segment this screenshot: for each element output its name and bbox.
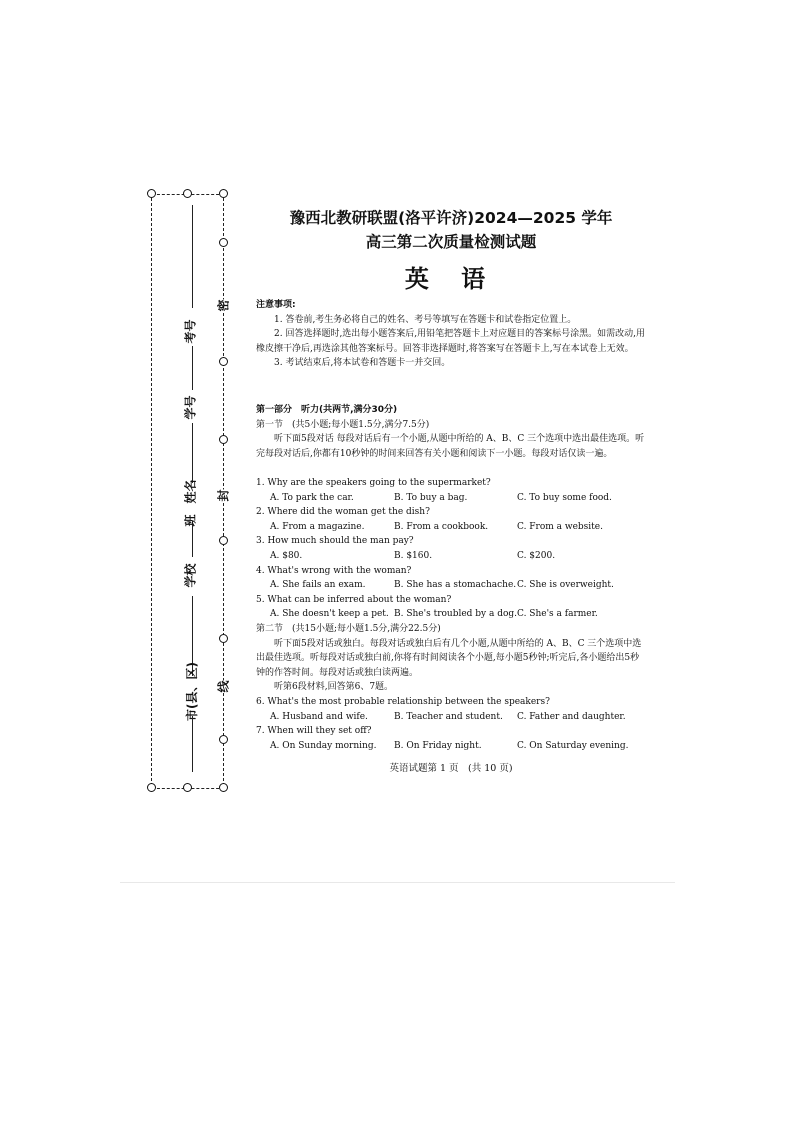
question-options	[256, 549, 646, 564]
seal-char-xian: 线	[214, 680, 233, 692]
option-c: C. She is overweight.	[517, 580, 614, 591]
question-options	[256, 710, 646, 725]
punch-hole-circle	[183, 189, 192, 198]
punch-hole-circle	[219, 189, 228, 198]
question-stem: 6. What's the most probable relationship between the speakers?	[256, 696, 550, 707]
option-a: A. She fails an exam.	[270, 580, 366, 591]
option-a: A. She doesn't keep a pet.	[270, 609, 389, 620]
notice-item-2: 2. 回答选择题时,选出每小题答案后,用铅笔把答题卡上对应题目的答案标号涂黑。如需改动,用橡皮擦干净后,再选涂其他答案标号。回答非选择题时,将答案写在答题卡上,写在本试卷上无效。	[256, 329, 646, 354]
option-a: A. On Sunday morning.	[270, 740, 377, 751]
question-stem: 4. What's wrong with the woman?	[256, 565, 412, 576]
question-stem: 3. How much should the man pay?	[256, 536, 414, 547]
option-c: C. From a website.	[517, 521, 603, 532]
punch-hole-circle	[219, 735, 228, 744]
kaohao-label: 考号	[183, 319, 198, 344]
material-6-note: 听第6段材料,回答第6、7题。	[274, 682, 394, 693]
punch-hole-circle	[219, 634, 228, 643]
option-c: C. $200.	[517, 550, 556, 561]
kaohao-fill-line	[192, 205, 193, 308]
question-stem: 1. Why are the speakers going to the supermarket?	[256, 478, 491, 488]
exam-title-line2: 高三第二次质量检测试题	[365, 233, 537, 251]
punch-hole-circle	[219, 357, 228, 366]
notice-item-3: 3. 考试结束后,将本试卷和答题卡一并交回。	[274, 358, 451, 369]
option-b: B. From a cookbook.	[394, 521, 489, 532]
section1-instructions: 听下面5段对话 每段对话后有一个小题,从题中所给的 A、B、C 三个选项中选出最佳选项。听完每段对话后,你都有10秒钟的时间来回答有关小题和阅读下一小题。每段对话仅读一遍。	[256, 434, 645, 459]
punch-hole-circle	[219, 536, 228, 545]
shi-label: 市(县、区)	[184, 662, 199, 721]
option-c: C. Father and daughter.	[517, 711, 626, 722]
question-stem: 7. When will they set off?	[256, 726, 372, 737]
section2-heading: 第二节 (共15小题;每小题1.5分,满分22.5分)	[256, 624, 441, 634]
question-options	[256, 607, 646, 622]
xuehao-label: 学号	[183, 395, 198, 420]
question-options	[256, 520, 646, 535]
questions-section1	[256, 476, 646, 622]
subject-title: 英 语	[404, 265, 498, 293]
section2-instructions: 听下面5段对话或独白。每段对话或独白后有几个小题,从题中所给的 A、B、C 三个选项中选出最佳选项。听每段对话或独白前,你将有时间阅读各个小题,每小题5秒钟;听完后,各小题给出5秒钟的作答时间。每段对话或独白读两遍。	[256, 638, 642, 678]
xuexiao-label: 学校	[183, 563, 198, 588]
part1-section	[256, 403, 646, 461]
xingming-label: 姓名	[183, 479, 198, 504]
option-c: C. On Saturday evening.	[517, 740, 629, 751]
binding-left-edge	[151, 198, 152, 786]
punch-hole-circle	[183, 783, 192, 792]
punch-hole-circle	[219, 435, 228, 444]
question-options	[256, 739, 646, 754]
punch-hole-circle	[219, 783, 228, 792]
question-stem: 5. What can be inferred about the woman?	[256, 594, 452, 605]
question-stem: 2. Where did the woman get the dish?	[256, 507, 430, 518]
option-b: B. $160.	[394, 550, 433, 561]
option-b: B. Teacher and student.	[394, 711, 503, 722]
question-options	[256, 491, 646, 506]
option-b: B. On Friday night.	[394, 740, 482, 751]
option-b: B. She's troubled by a dog.	[394, 609, 518, 620]
part1-heading: 第一部分 听力(共两节,满分30分)	[256, 405, 398, 415]
option-a: A. From a magazine.	[270, 521, 365, 532]
option-b: B. To buy a bag.	[394, 492, 468, 503]
punch-hole-circle	[219, 238, 228, 247]
notice-heading: 注意事项:	[256, 300, 296, 310]
xuehao-fill-line-a	[192, 346, 193, 390]
option-c: C. To buy some food.	[517, 492, 612, 503]
option-c: C. She's a farmer.	[517, 609, 598, 620]
notice-item-1: 1. 答卷前,考生务必将自己的姓名、考号等填写在答题卡和试卷指定位置上。	[274, 314, 577, 325]
punch-hole-circle	[147, 783, 156, 792]
part1-section2	[256, 622, 646, 753]
option-a: A. To park the car.	[270, 492, 354, 503]
page-footer: 英语试题第 1 页 (共 10 页)	[389, 763, 513, 774]
ban-label: 班	[183, 514, 198, 527]
option-a: A. $80.	[270, 550, 303, 561]
seal-char-feng: 封	[214, 489, 233, 501]
exam-title-line1: 豫西北教研联盟(洛平许济)2024—2025 学年	[289, 209, 613, 227]
punch-hole-circle	[147, 189, 156, 198]
page-divider	[120, 882, 675, 883]
notice-section	[256, 298, 646, 371]
option-a: A. Husband and wife.	[270, 711, 368, 722]
option-b: B. She has a stomachache.	[394, 580, 517, 591]
section1-heading: 第一节 (共5小题;每小题1.5分,满分7.5分)	[256, 419, 430, 430]
question-options	[256, 578, 646, 593]
shi-fill-line	[192, 716, 193, 772]
xuehao-fill-line-b	[192, 423, 193, 483]
seal-char-mi: 密	[214, 299, 233, 311]
